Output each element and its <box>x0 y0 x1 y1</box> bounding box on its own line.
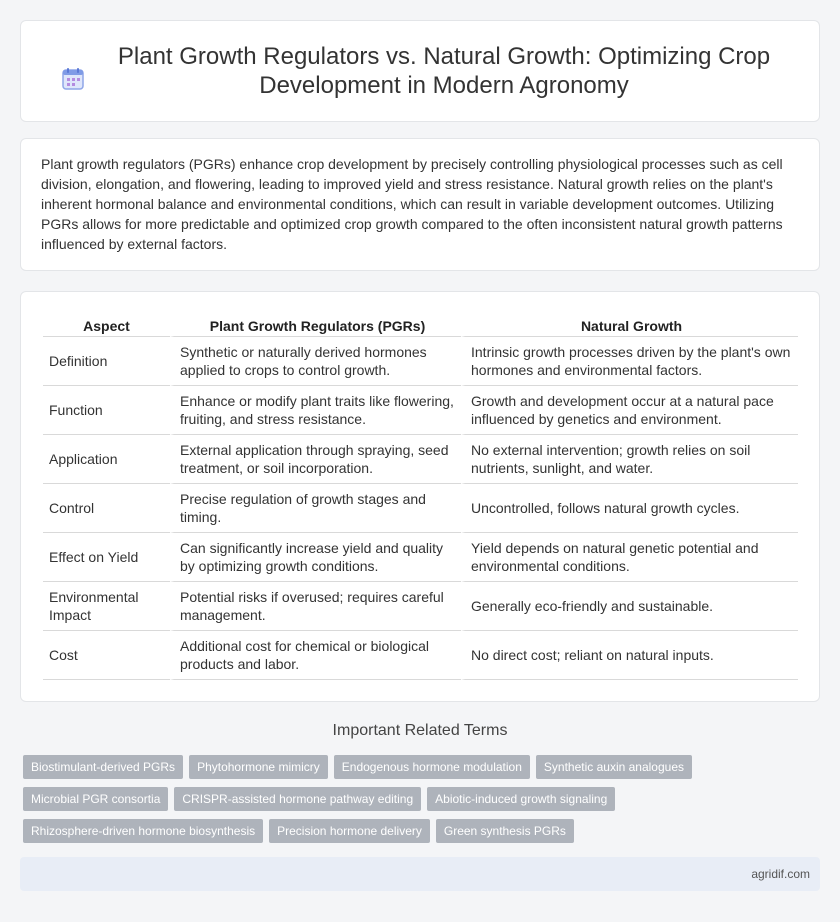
column-header-aspect: Aspect <box>43 312 170 337</box>
comparison-table <box>43 312 798 680</box>
row-natural-value: No direct cost; reliant on natural inputs. <box>461 631 798 680</box>
row-pgr-value: Potential risks if overused; requires careful management. <box>170 582 461 631</box>
calendar-icon <box>60 66 86 92</box>
related-term-tag[interactable]: Endogenous hormone modulation <box>334 755 530 779</box>
related-term-tag[interactable]: Precision hormone delivery <box>269 819 430 843</box>
row-pgr-value: Precise regulation of growth stages and timing. <box>170 484 461 533</box>
table-row <box>43 337 798 386</box>
row-natural-value: Generally eco-friendly and sustainable. <box>461 582 798 631</box>
related-term-tag[interactable]: CRISPR-assisted hormone pathway editing <box>174 787 421 811</box>
row-pgr-value: Can significantly increase yield and quality by optimizing growth conditions. <box>170 533 461 582</box>
tag-row <box>23 819 813 843</box>
row-aspect: Control <box>43 484 170 533</box>
related-term-tag[interactable]: Microbial PGR consortia <box>23 787 168 811</box>
column-header-pgrs: Plant Growth Regulators (PGRs) <box>170 312 461 337</box>
row-aspect: Application <box>43 435 170 484</box>
table-row <box>43 386 798 435</box>
table-header-row <box>43 312 798 337</box>
table-row <box>43 533 798 582</box>
row-aspect: Definition <box>43 337 170 386</box>
row-pgr-value: Enhance or modify plant traits like flowering, fruiting, and stress resistance. <box>170 386 461 435</box>
row-natural-value: No external intervention; growth relies on soil nutrients, sunlight, and water. <box>461 435 798 484</box>
footer <box>20 857 820 891</box>
table-row <box>43 631 798 680</box>
table-row <box>43 582 798 631</box>
related-term-tag[interactable]: Biostimulant-derived PGRs <box>23 755 183 779</box>
comparison-table-card <box>20 291 820 702</box>
tag-row <box>23 787 813 811</box>
row-aspect: Effect on Yield <box>43 533 170 582</box>
table-row <box>43 435 798 484</box>
row-pgr-value: Synthetic or naturally derived hormones applied to crops to control growth. <box>170 337 461 386</box>
footer-site-link[interactable]: agridif.com <box>751 867 810 881</box>
related-terms-heading: Important Related Terms <box>332 722 508 739</box>
related-term-tag[interactable]: Green synthesis PGRs <box>436 819 574 843</box>
row-aspect: Environmental Impact <box>43 582 170 631</box>
tag-row <box>23 755 813 779</box>
row-natural-value: Intrinsic growth processes driven by the plant's own hormones and environmental factors. <box>461 337 798 386</box>
row-aspect: Cost <box>43 631 170 680</box>
intro-paragraph: Plant growth regulators (PGRs) enhance crop development by precisely controlling physiological processes such as cell division, elongation, and flowering, leading to improved yield and stress resistance. Natural growth relies on the plant's inherent hormonal balance and environmental conditions, which can result in variable development outcomes. Utilizing PGRs allows for more predictable and optimized crop growth compared to the often inconsistent natural growth patterns influenced by external factors. <box>41 156 783 252</box>
row-aspect: Function <box>43 386 170 435</box>
related-term-tag[interactable]: Rhizosphere-driven hormone biosynthesis <box>23 819 263 843</box>
related-term-tag[interactable]: Synthetic auxin analogues <box>536 755 692 779</box>
related-terms-list <box>23 755 813 851</box>
column-header-natural: Natural Growth <box>461 312 798 337</box>
header-card <box>20 20 820 122</box>
row-natural-value: Uncontrolled, follows natural growth cycles. <box>461 484 798 533</box>
page-title: Plant Growth Regulators vs. Natural Growth: Optimizing Crop Development in Modern Agronomy <box>117 43 771 99</box>
table-row <box>43 484 798 533</box>
intro-card <box>20 138 820 271</box>
row-natural-value: Yield depends on natural genetic potential and environmental conditions. <box>461 533 798 582</box>
related-term-tag[interactable]: Phytohormone mimicry <box>189 755 328 779</box>
row-pgr-value: External application through spraying, seed treatment, or soil incorporation. <box>170 435 461 484</box>
related-term-tag[interactable]: Abiotic-induced growth signaling <box>427 787 615 811</box>
row-pgr-value: Additional cost for chemical or biological products and labor. <box>170 631 461 680</box>
row-natural-value: Growth and development occur at a natural pace influenced by genetics and environment. <box>461 386 798 435</box>
